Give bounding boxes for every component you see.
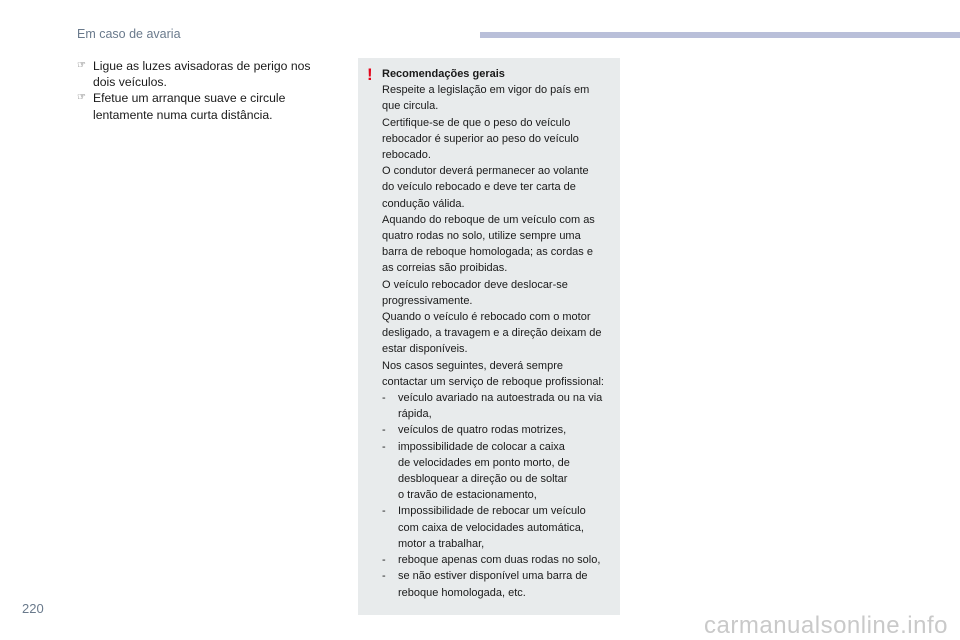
recommendation-line: condução válida. [382,197,465,210]
recommendation-line: Aquando do reboque de um veículo com as [382,213,595,226]
recommendation-line: rebocador é superior ao peso do veículo [382,132,579,145]
recommendation-line: que circula. [382,100,439,113]
arrow-right-icon: ☞ [77,60,86,71]
dash-item-line: motor a trabalhar, [398,537,485,550]
section-title: Em caso de avaria [77,27,181,41]
dash-item-line: Impossibilidade de rebocar um veículo [398,505,586,518]
recommendation-line: contactar um serviço de reboque profissional: [382,375,604,388]
header-bar [480,32,960,38]
recommendation-line: rebocado. [382,149,431,162]
recommendation-line: estar disponíveis. [382,343,468,356]
dash-item-line: reboque apenas com duas rodas no solo, [398,554,601,567]
instruction-line: dois veículos. [93,75,167,90]
dash-item-line: se não estiver disponível uma barra de [398,570,588,583]
dash-item-line: o travão de estacionamento, [398,489,537,502]
recommendation-line: Certifique-se de que o peso do veículo [382,116,571,129]
watermark: carmanualsonline.info [704,612,948,639]
dash-marker: - [382,554,386,567]
dash-item-line: reboque homologada, etc. [398,586,526,599]
exclamation-warning-icon: ! [367,65,373,84]
instruction-item [77,58,337,90]
recommendations-dash-list [382,390,622,601]
dash-list-item [382,552,622,568]
recommendation-line: do veículo rebocado e deve ter carta de [382,181,576,194]
dash-item-line: de velocidades em ponto morto, de [398,456,570,469]
dash-item-line: impossibilidade de colocar a caixa [398,440,565,453]
recommendation-line: Nos casos seguintes, deverá sempre [382,359,563,372]
dash-marker: - [382,570,386,583]
instruction-line: lentamente numa curta distância. [93,107,273,122]
arrow-right-icon: ☞ [77,92,86,104]
recommendation-line: progressivamente. [382,294,473,307]
recommendation-line: desligado, a travagem e a direção deixam de [382,327,602,340]
instruction-list [77,58,337,123]
dash-list-item [382,568,622,600]
dash-list-item [382,390,622,422]
dash-marker: - [382,392,386,405]
instruction-line: Ligue as luzes avisadoras de perigo nos [93,59,311,73]
dash-list-item [382,439,622,504]
recommendations-text [382,66,622,601]
dash-item-line: desbloquear a direção ou de soltar [398,473,568,486]
dash-marker: - [382,440,386,453]
dash-marker: - [382,424,386,437]
recommendations-body [382,82,622,390]
dash-list-item [382,422,622,438]
recommendation-line: as correias são proibidas. [382,262,508,275]
dash-item-line: com caixa de velocidades automática, [398,521,584,534]
instruction-line: Efetue um arranque suave e circule [93,91,286,106]
recommendation-line: Respeite a legislação em vigor do país em [382,84,590,97]
recommendation-line: O condutor deverá permanecer ao volante [382,165,589,178]
recommendations-title: Recomendações gerais [382,68,505,80]
recommendation-line: O veículo rebocador deve deslocar-se [382,278,568,291]
dash-marker: - [382,505,386,518]
dash-item-line: rápida, [398,408,432,421]
dash-list-item [382,503,622,552]
dash-item-line: veículos de quatro rodas motrizes, [398,424,567,437]
instruction-item [77,90,337,122]
page-number: 220 [22,601,44,616]
recommendation-line: Quando o veículo é rebocado com o motor [382,311,591,324]
dash-item-line: veículo avariado na autoestrada ou na via [398,392,603,405]
recommendation-line: barra de reboque homologada; as cordas e [382,246,593,259]
recommendation-line: quatro rodas no solo, utilize sempre uma [382,230,581,243]
